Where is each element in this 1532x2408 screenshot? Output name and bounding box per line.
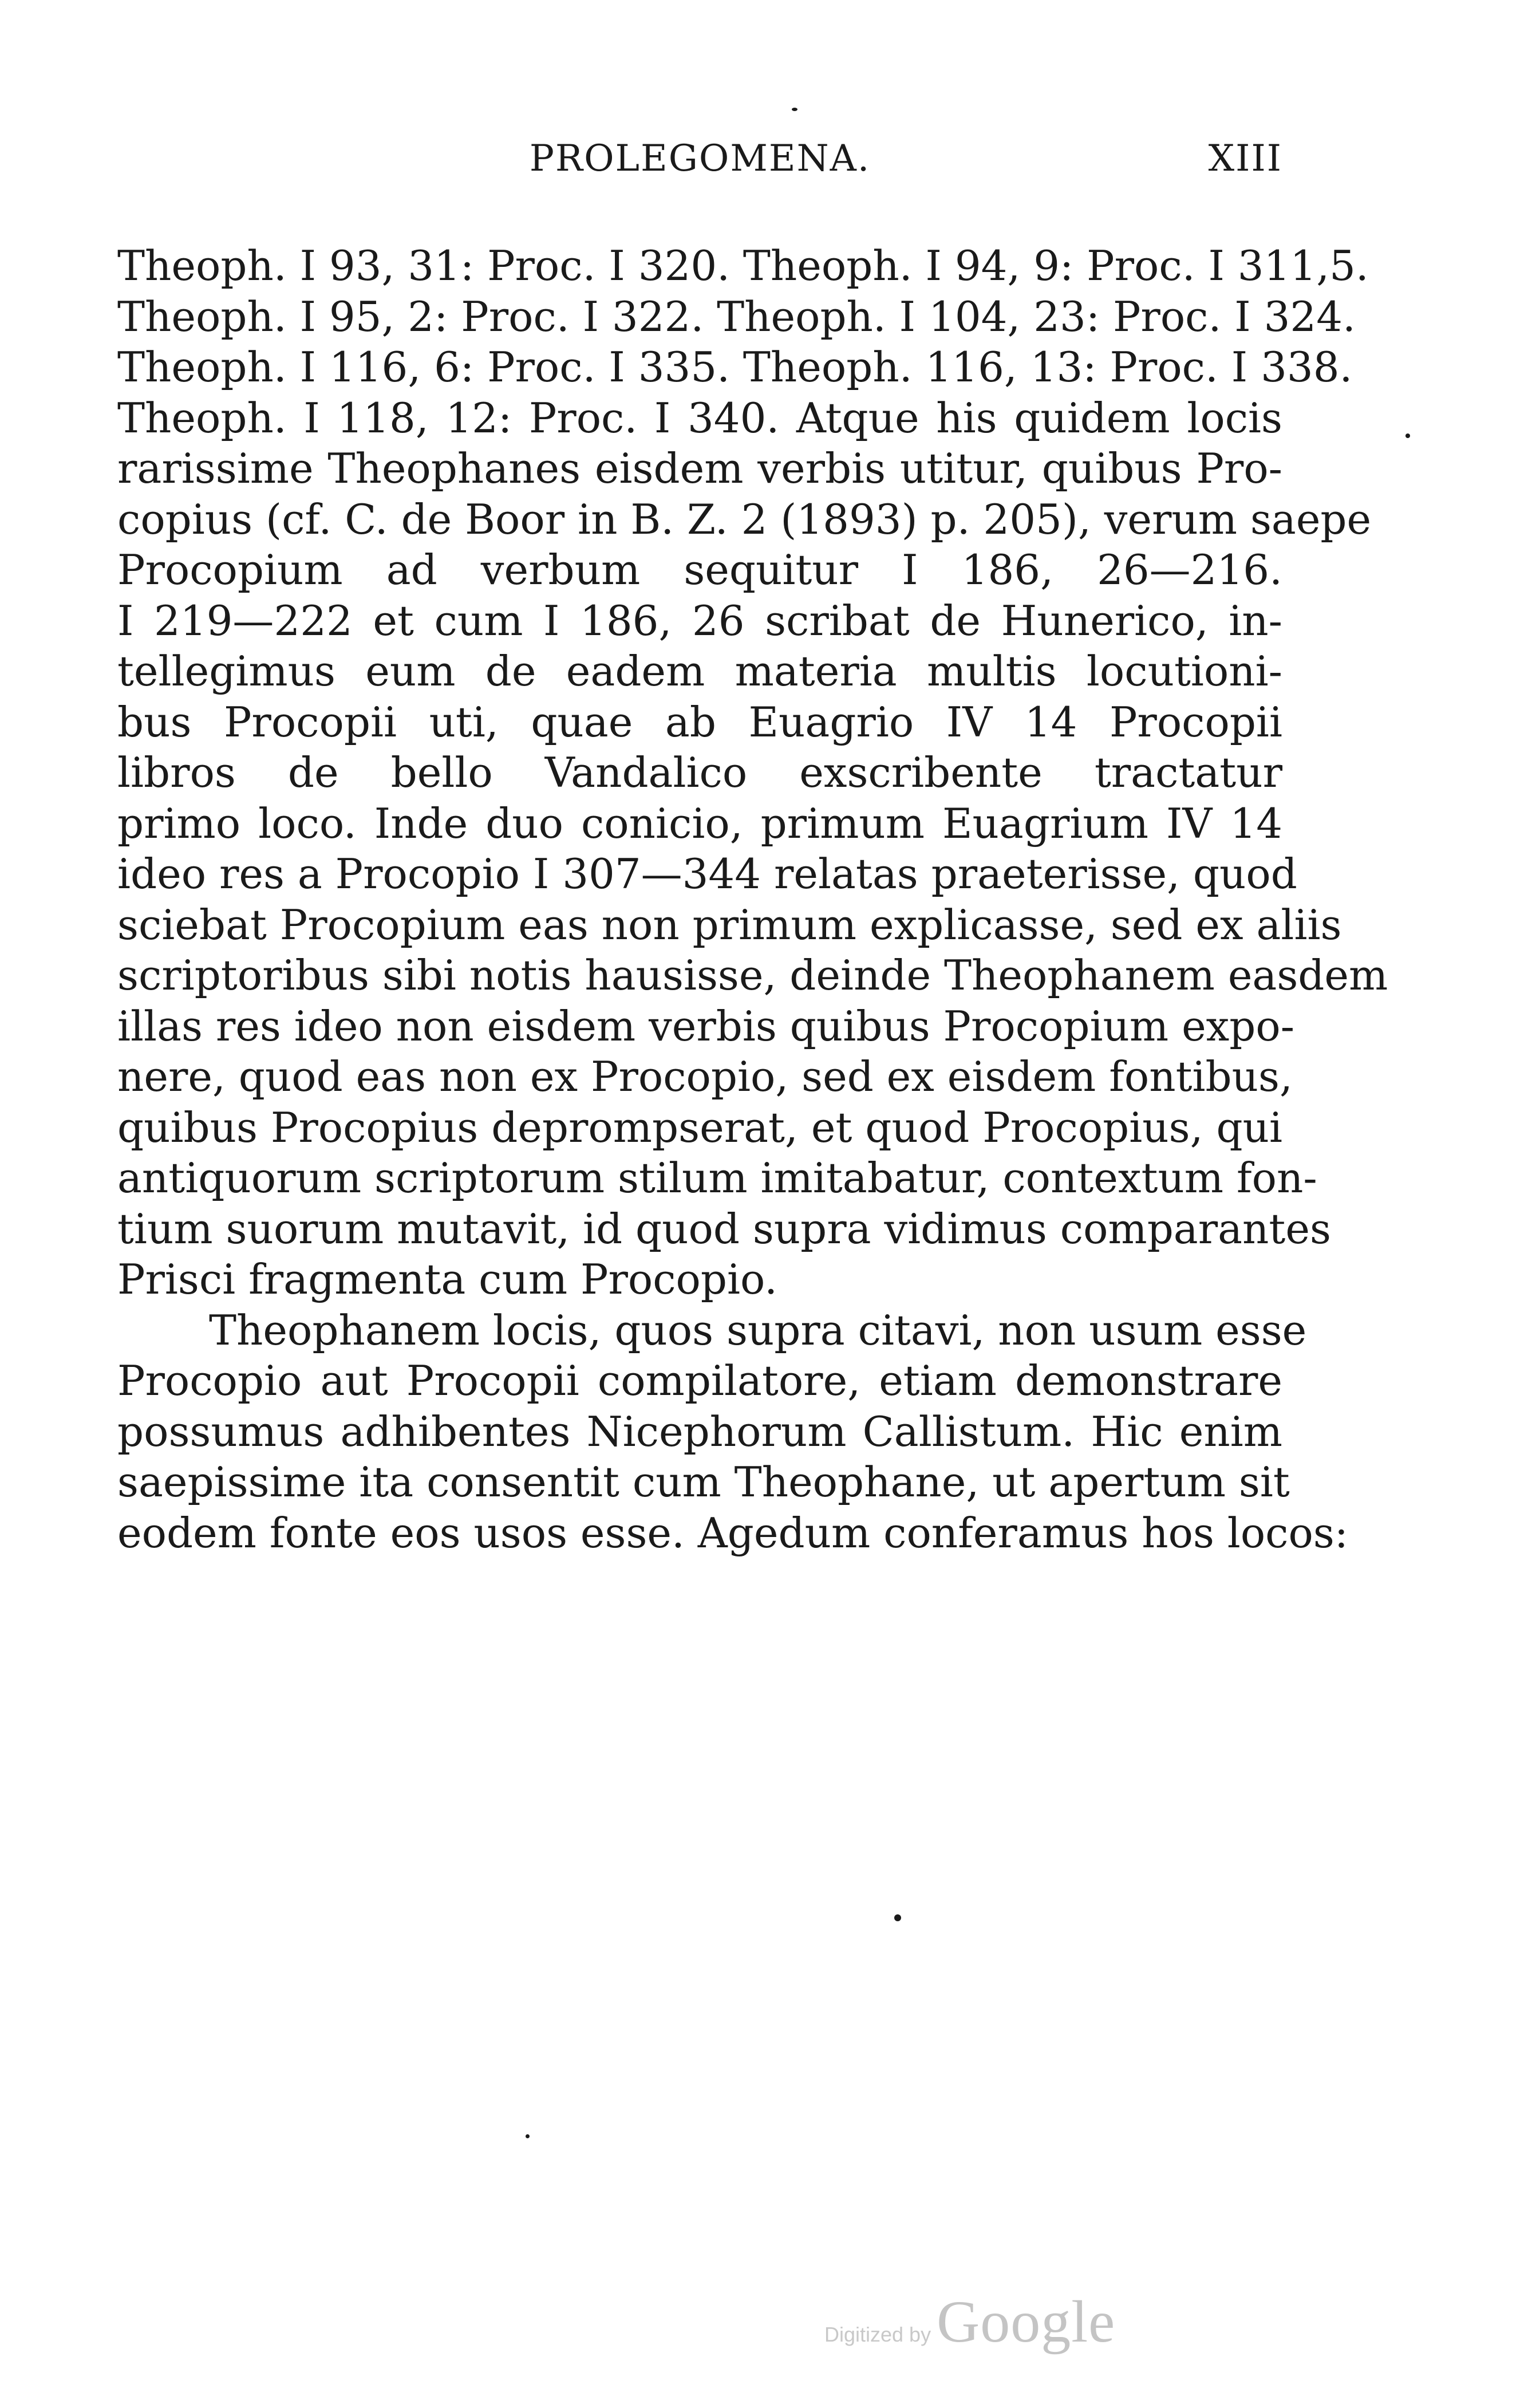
text-line: nere, quod eas non ex Procopio, sed ex eisdem fontibus, — [117, 1053, 1293, 1101]
text-line: eodem fonte eos usos esse. Agedum conferamus hos locos: — [117, 1508, 1349, 1557]
ink-speck — [1405, 433, 1410, 438]
text-line: Theoph. I 95, 2: Proc. I 322. Theoph. I 104, 23: Proc. I 324. — [117, 292, 1356, 341]
text-line: tium suorum mutavit, id quod supra vidimus comparantes — [117, 1204, 1331, 1253]
text-line: rarissime Theophanes eisdem verbis utitur, quibus Pro- — [117, 444, 1282, 492]
text-line: possumus adhibentes Nicephorum Callistum. Hic enim — [117, 1407, 1282, 1456]
text-line: scriptoribus sibi notis hausisse, deinde Theophanem easdem — [117, 951, 1388, 999]
watermark-prefix: Digitized by — [824, 2323, 931, 2346]
text-line: illas res ideo non eisdem verbis quibus Procopium expo- — [117, 1002, 1295, 1050]
text-line: Procopio aut Procopii compilatore, etiam demonstrare — [117, 1357, 1282, 1405]
text-line: quibus Procopius deprompserat, et quod Procopius, qui — [117, 1103, 1282, 1152]
ink-speck — [792, 108, 797, 111]
digitized-watermark — [824, 2288, 1179, 2356]
text-line: copius (cf. C. de Boor in B. Z. 2 (1893) p. 205), verum saepe — [117, 495, 1372, 543]
text-line: antiquorum scriptorum stilum imitabatur, contextum fon- — [117, 1154, 1317, 1202]
text-line: Theoph. I 93, 31: Proc. I 320. Theoph. I 94, 9: Proc. I 311,5. — [117, 242, 1369, 290]
body-text — [117, 241, 1388, 1558]
running-title: PROLEGOMENA. — [529, 137, 871, 180]
page-number: XIII — [1208, 137, 1282, 180]
text-line: tellegimus eum de eadem materia multis locutioni- — [117, 647, 1282, 695]
google-logo: Google — [937, 2289, 1116, 2355]
text-line: ideo res a Procopio I 307—344 relatas praeterisse, quod — [117, 850, 1297, 898]
ink-speck — [526, 2134, 530, 2138]
text-line: Prisci fragmenta cum Procopio. — [117, 1255, 777, 1303]
text-line: I 219—222 et cum I 186, 26 scribat de Hunerico, in- — [117, 596, 1282, 645]
text-line: saepissime ita consentit cum Theophane, ut apertum sit — [117, 1458, 1290, 1506]
text-line: Procopium ad verbum sequitur I 186, 26—216. — [117, 546, 1282, 594]
text-line: Theoph. I 116, 6: Proc. I 335. Theoph. 116, 13: Proc. I 338. — [117, 343, 1353, 391]
ink-speck — [894, 1914, 901, 1921]
text-line: libros de bello Vandalico exscribente tractatur — [117, 748, 1282, 797]
running-head — [117, 137, 1282, 189]
text-line: bus Procopii uti, quae ab Euagrio IV 14 Procopii — [117, 697, 1282, 746]
text-line: Theoph. I 118, 12: Proc. I 340. Atque his quidem locis — [117, 393, 1282, 442]
paragraph-first-line: Theophanem locis, quos supra citavi, non usum esse — [209, 1306, 1307, 1354]
text-line: primo loco. Inde duo conicio, primum Euagrium IV 14 — [117, 799, 1282, 848]
text-line: sciebat Procopium eas non primum explicasse, sed ex aliis — [117, 900, 1342, 949]
